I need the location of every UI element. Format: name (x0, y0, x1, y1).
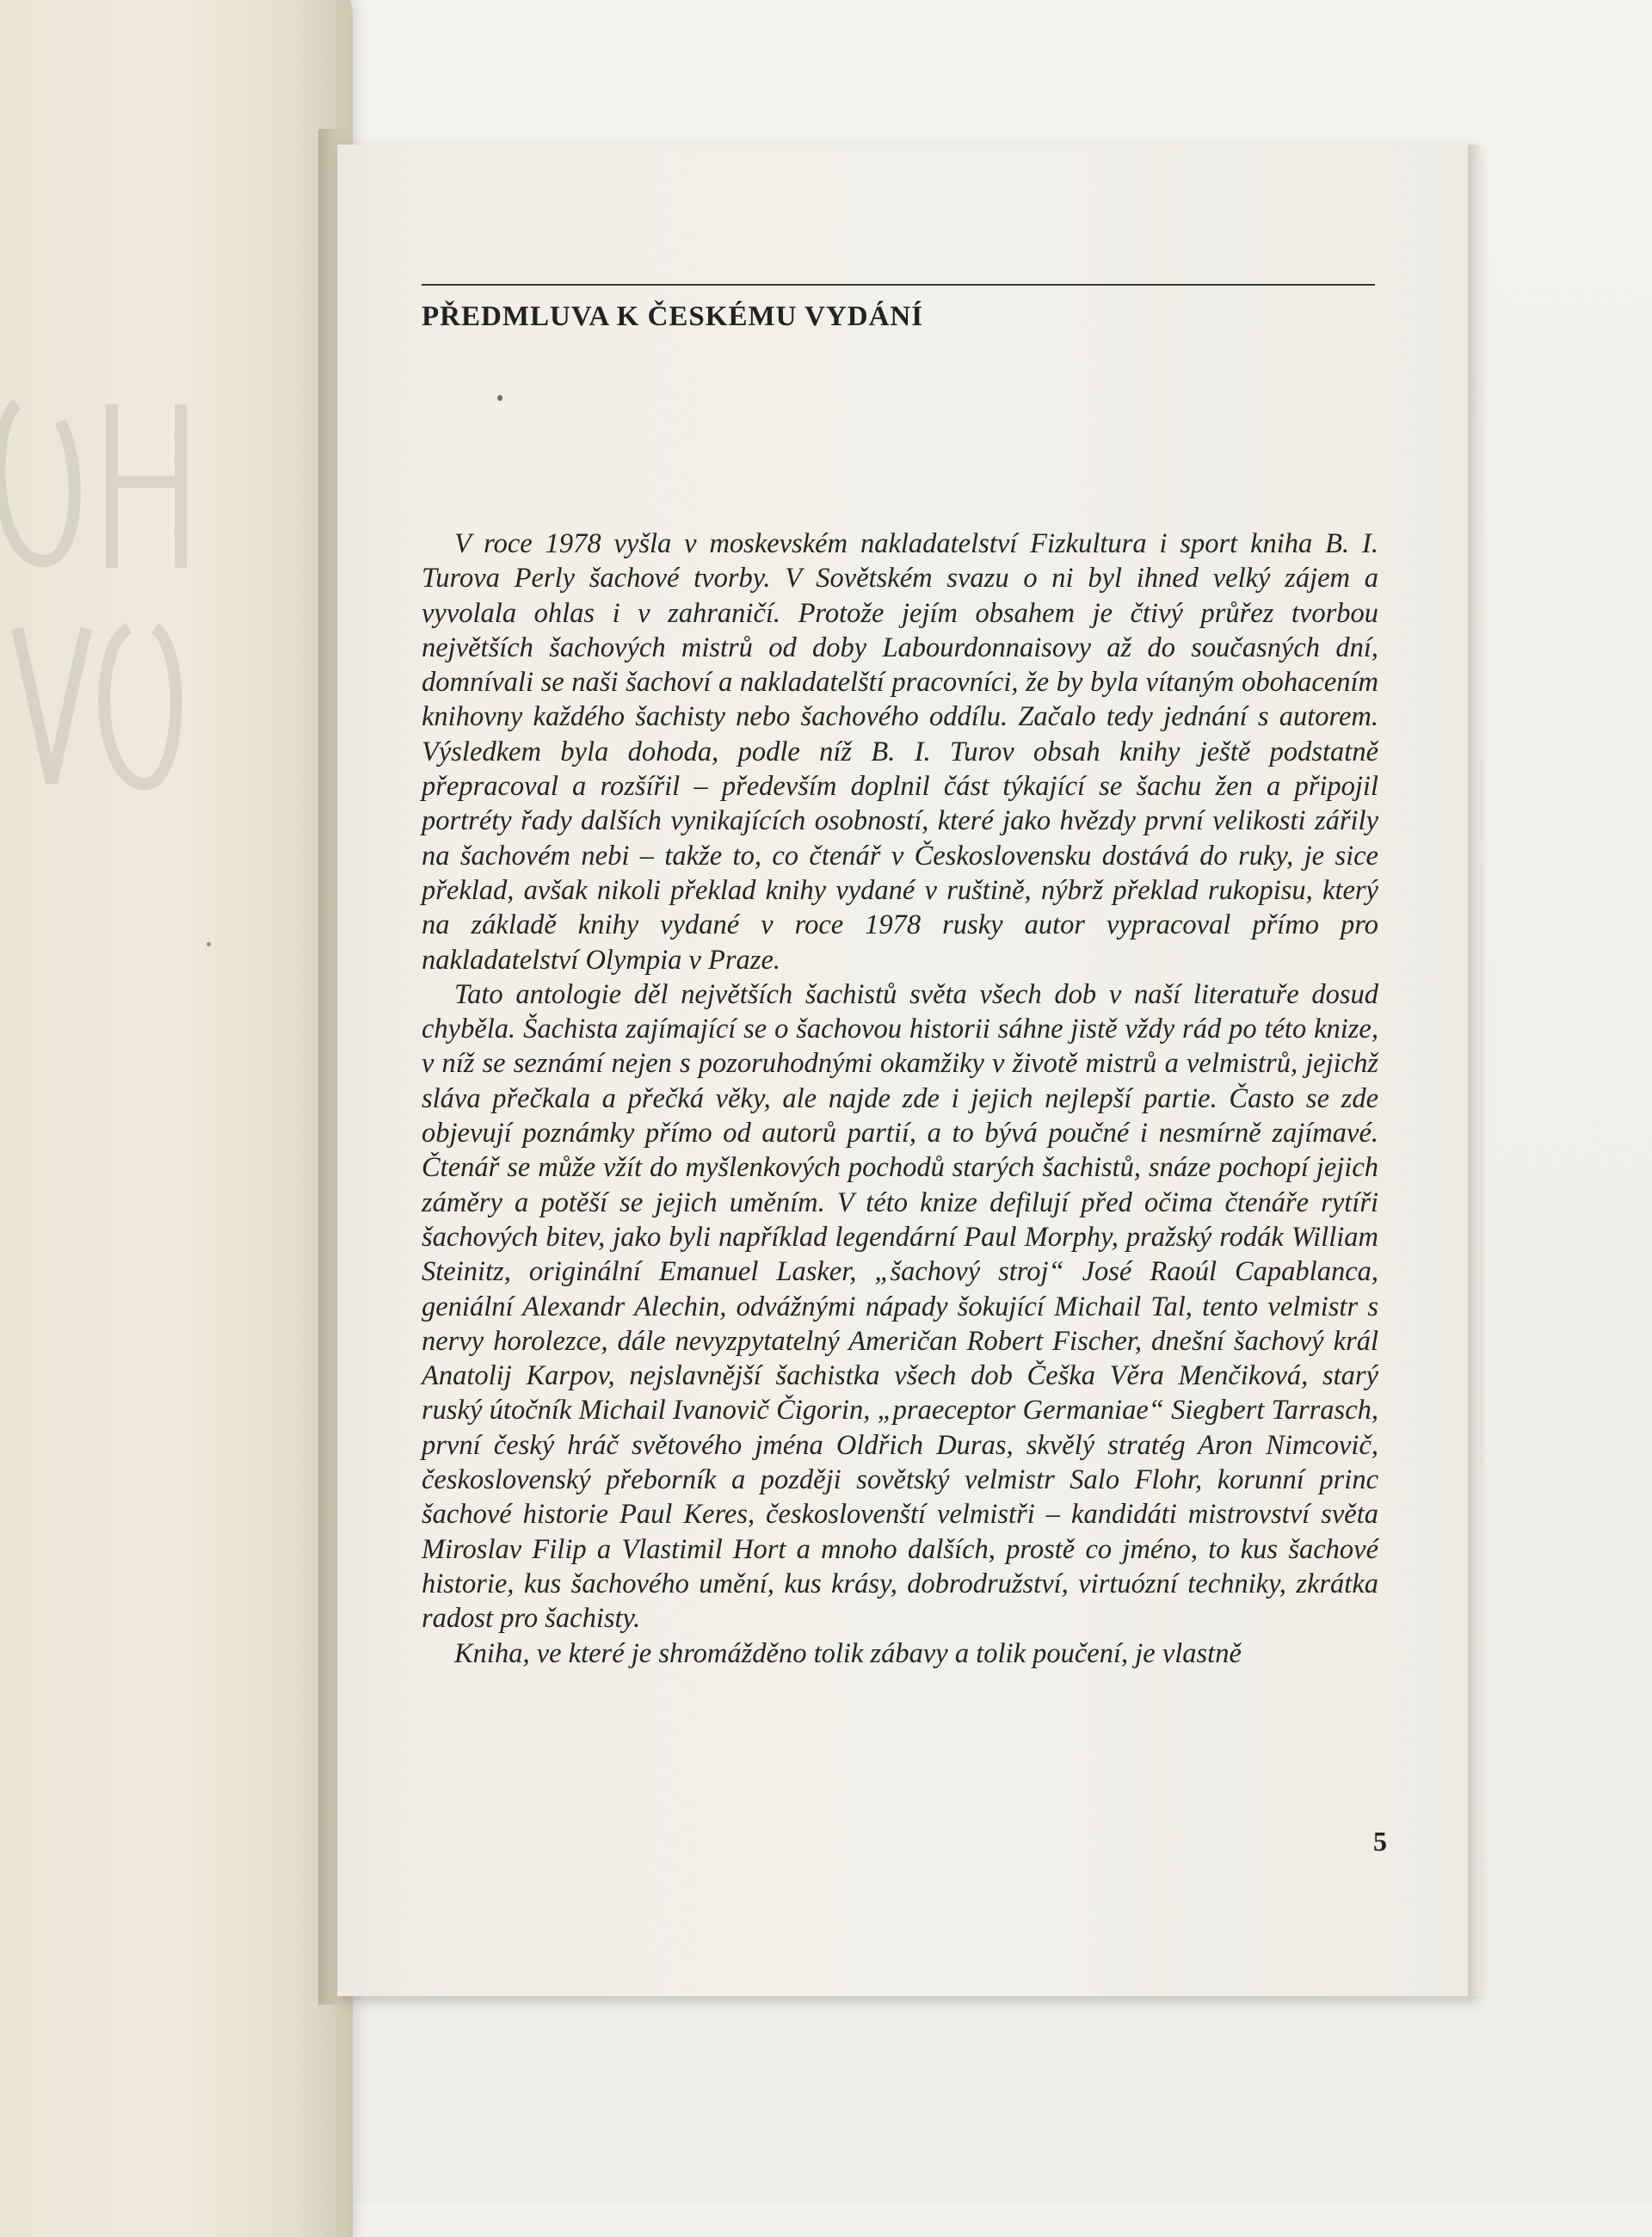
show-through-lettering (0, 370, 258, 817)
paragraph-1: V roce 1978 vyšla v moskevském nakladatelství Fizkultura i sport kniha B. I. Turova Perly šachové tvorby. V Sovětském svazu o ni byl ihned velký zájem a vyvolala ohlas i v zahraničí. Protože jejím obsahem je čtivý průřez tvorbou největších šachových mistrů od doby Labourdonnaisovy až do současných dní, domnívali se naši šachoví a nakladatelští pracovníci, že by byla vítaným obohacením knihovny každého šachisty nebo šachového oddílu. Začalo tedy jednání s autorem. Výsledkem byla dohoda, podle níž B. I. Turov obsah knihy ještě podstatně přepracoval a rozšířil – především doplnil část týkající se šachu žen a připojil portréty řady dalších vynikajících osobností, které jako hvězdy první velikosti zářily na šachovém nebi – takže to, co čtenář v Československu dostává do ruky, je sice překlad, avšak nikoli překlad knihy vydané v ruštině, nýbrž překlad rukopisu, který na základě knihy vydané v roce 1978 rusky autor vypracoval přímo pro nakladatelství Olympia v Praze. (422, 528, 1378, 976)
ink-dot (497, 395, 502, 401)
paragraph-3: Kniha, ve které je shromážděno tolik zábavy a tolik poučení, je vlastně (454, 1637, 1242, 1669)
heading-rule (422, 284, 1375, 286)
body-text (422, 527, 1378, 1671)
page-number: 5 (1373, 1826, 1387, 1857)
left-page (0, 0, 353, 2237)
chapter-heading: PŘEDMLUVA K ČESKÉMU VYDÁNÍ (422, 301, 924, 332)
paragraph-2: Tato antologie děl největších šachistů světa všech dob v naší literatuře dosud chyběla. Šachista zajímající se o šachovou historii sáhne jistě vždy rád po této knize, v níž se seznámí nejen s pozoruhodnými okamžiky v životě mistrů a velmistrů, jejichž sláva přečkala a přečká věky, ale najde zde i jejich nejlepší partie. Často se zde objevují poznámky přímo od autorů partií, a to bývá poučné i nesmírně zajímavé. Čtenář se může vžít do myšlenkových pochodů starých šachistů, snáze pochopí jejich záměry a potěší se jejich uměním. V této knize defilují před očima čtenáře rytíři šachových bitev, jako byli například legendární Paul Morphy, pražský rodák William Steinitz, originální Emanuel Lasker, „šachový stroj“ José Raoúl Capablanca, geniální Alexandr Alechin, odvážnými nápady šokující Michail Tal, tento velmistr s nervy horolezce, dále nevyzpytatelný Američan Robert Fischer, dnešní šachový král Anatolij Karpov, nejslavnější šachistka všech dob Češka Věra Menčiková, starý ruský útočník Michail Ivanovič Čigorin, „praeceptor Germaniae“ Siegbert Tarrasch, první český hráč světového jména Oldřich Duras, skvělý stratég Aron Nimcovič, československý přeborník a později sovětský velmistr Salo Flohr, korunní princ šachové historie Paul Keres, českoslovenští velmistři – kandidáti mistrovství světa Miroslav Filip a Vlastimil Hort a mnoho dalších, prostě co jméno, to kus šachové historie, kus šachového umění, kus krásy, dobrodružství, virtuózní techniky, zkrátka radost pro šachisty. (422, 978, 1378, 1635)
ink-dot-left (206, 942, 211, 946)
page-edge (1468, 145, 1480, 1996)
